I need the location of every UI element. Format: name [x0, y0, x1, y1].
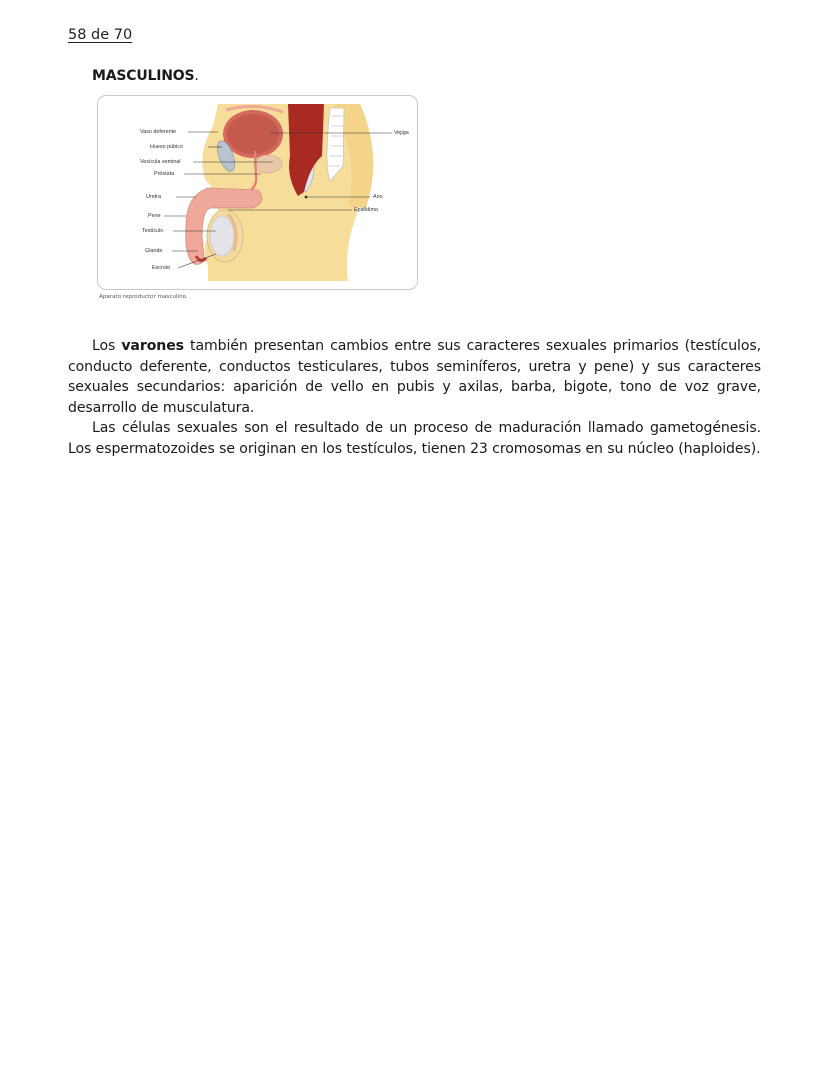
section-heading	[92, 68, 199, 84]
label-ano: Ano	[373, 194, 383, 200]
label-hueso-pubico: Hueso púbico	[150, 144, 183, 150]
body-text	[68, 336, 761, 459]
anatomy-figure	[97, 95, 418, 290]
label-testiculo: Testículo	[142, 228, 164, 234]
section-heading-text: MASCULINOS	[92, 68, 195, 84]
figure-caption: Aparato reproductor masculino.	[99, 294, 188, 300]
label-vejiga: Vejiga	[394, 130, 409, 136]
label-vaso-deferente: Vaso deferente	[140, 129, 177, 135]
p1-text-rest: también presentan cambios entre sus caracteres sexuales primarios (testículos, conducto deferente, conductos testiculares, tubos seminíferos, uretra y pene) y sus caracteres sexuales secundarios: aparición de vello en pubis y axilas, barba, bigote, tono de voz grave, desarrollo de musculatura.	[68, 338, 761, 416]
p1-bold-term: varones	[121, 338, 184, 354]
heading-period: .	[194, 68, 199, 84]
label-glande: Glande	[145, 248, 163, 254]
label-vesicula-seminal: Vesícula seminal	[140, 159, 181, 165]
label-epididimo: Epidídimo	[354, 207, 378, 213]
male-reproductive-system-illustration	[98, 96, 417, 289]
label-uretra: Uretra	[146, 194, 161, 200]
paragraph-1	[68, 336, 761, 418]
label-pene: Pene	[148, 213, 161, 219]
label-prostata: Próstata	[154, 171, 175, 177]
p1-text-start: Los	[92, 338, 122, 354]
label-escroto: Escroto	[152, 265, 171, 271]
page-counter: 58 de 70	[68, 27, 133, 43]
paragraph-2: Las células sexuales son el resultado de un proceso de maduración llamado gametogénesis. Los espermatozoides se originan en los testículos, tienen 23 cromosomas en su núcleo (haploides).	[68, 420, 761, 457]
